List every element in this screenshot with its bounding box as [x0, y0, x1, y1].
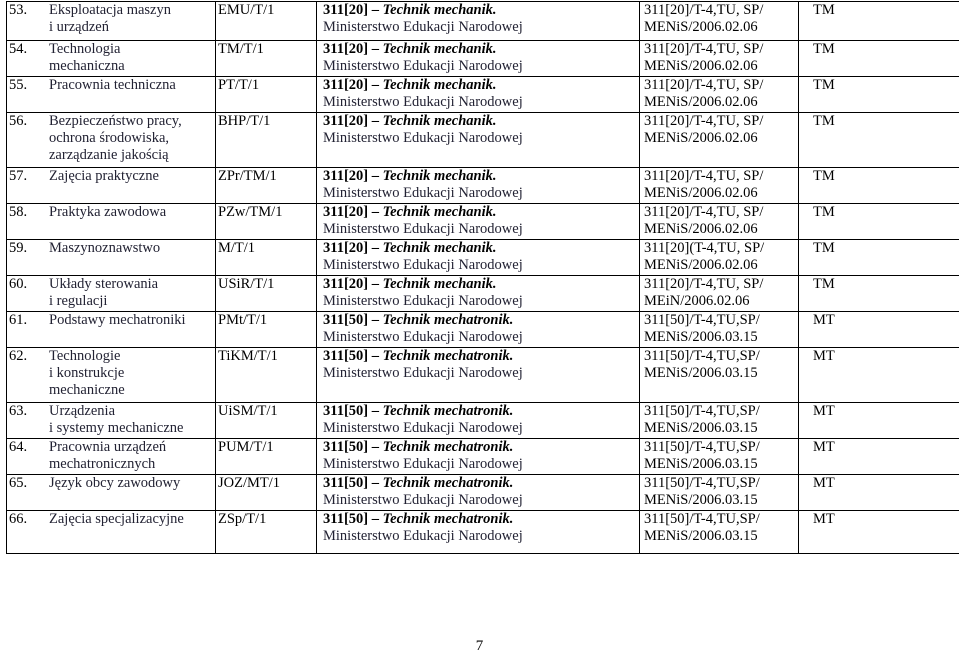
profession-code-cell: MT [799, 511, 959, 554]
reference-line: MEiN/2006.02.06 [644, 293, 750, 309]
subject-name-line: Technologia [49, 41, 121, 57]
program-title: 311[20] – Technik mechanik. [323, 77, 497, 93]
program-title: 311[50] – Technik mechatronik. [323, 348, 514, 364]
reference-line: 311[20]/T-4,TU, SP/ [644, 2, 764, 18]
ministry-name: Ministerstwo Edukacji Narodowej [323, 58, 523, 74]
subject-cell [7, 2, 216, 41]
reference-cell [640, 276, 799, 312]
row-number: 61. [9, 312, 28, 328]
reference-cell [640, 475, 799, 511]
profession-code-cell: TM [799, 204, 959, 240]
symbol-cell: BHP/T/1 [216, 113, 317, 168]
table-row [7, 348, 959, 403]
program-cell [317, 204, 640, 240]
reference-cell [640, 439, 799, 475]
reference-cell [640, 77, 799, 113]
reference-cell [640, 113, 799, 168]
table-row [7, 475, 959, 511]
reference-line: MENiS/2006.03.15 [644, 456, 758, 472]
symbol-cell: M/T/1 [216, 240, 317, 276]
table-row [7, 204, 959, 240]
reference-line: MENiS/2006.02.06 [644, 185, 758, 201]
table-row [7, 403, 959, 439]
ministry-name: Ministerstwo Edukacji Narodowej [323, 329, 523, 345]
profession-code-cell: TM [799, 41, 959, 77]
subject-cell [7, 475, 216, 511]
subject-name-line: Układy sterowania [49, 276, 159, 292]
reference-line: 311[50]/T-4,TU,SP/ [644, 439, 760, 455]
reference-line: 311[20]/T-4,TU, SP/ [644, 168, 764, 184]
reference-line: 311[20]/T-4,TU, SP/ [644, 276, 764, 292]
reference-cell [640, 168, 799, 204]
profession-code-cell: MT [799, 475, 959, 511]
profession-code-cell: TM [799, 276, 959, 312]
profession-code-cell: MT [799, 439, 959, 475]
reference-cell [640, 403, 799, 439]
profession-code-cell: MT [799, 348, 959, 403]
curriculum-table [6, 1, 959, 554]
reference-line: MENiS/2006.02.06 [644, 257, 758, 273]
row-number: 54. [9, 41, 28, 57]
reference-line: 311[50]/T-4,TU,SP/ [644, 403, 760, 419]
symbol-cell: PMt/T/1 [216, 312, 317, 348]
table-row [7, 240, 959, 276]
subject-name-line: ochrona środowiska, [49, 130, 170, 146]
reference-cell [640, 348, 799, 403]
reference-line: MENiS/2006.03.15 [644, 492, 758, 508]
table-row [7, 276, 959, 312]
subject-cell [7, 348, 216, 403]
row-number: 56. [9, 113, 28, 129]
ministry-name: Ministerstwo Edukacji Narodowej [323, 456, 523, 472]
subject-name-line: Zajęcia praktyczne [49, 168, 159, 184]
program-title: 311[50] – Technik mechatronik. [323, 511, 514, 527]
row-number: 66. [9, 511, 28, 527]
reference-line: MENiS/2006.03.15 [644, 365, 758, 381]
program-cell [317, 41, 640, 77]
reference-cell [640, 312, 799, 348]
ministry-name: Ministerstwo Edukacji Narodowej [323, 130, 523, 146]
symbol-cell: PZw/TM/1 [216, 204, 317, 240]
profession-code-cell: MT [799, 312, 959, 348]
program-title: 311[20] – Technik mechanik. [323, 204, 497, 220]
ministry-name: Ministerstwo Edukacji Narodowej [323, 528, 523, 544]
subject-cell [7, 240, 216, 276]
symbol-cell: EMU/T/1 [216, 2, 317, 41]
subject-cell [7, 312, 216, 348]
table-row [7, 113, 959, 168]
reference-line: 311[20]/T-4,TU, SP/ [644, 41, 764, 57]
ministry-name: Ministerstwo Edukacji Narodowej [323, 185, 523, 201]
table-row [7, 168, 959, 204]
program-title: 311[20] – Technik mechanik. [323, 168, 497, 184]
symbol-cell: ZPr/TM/1 [216, 168, 317, 204]
subject-name-line: Pracownia techniczna [49, 77, 176, 93]
symbol-cell: USiR/T/1 [216, 276, 317, 312]
symbol-cell: ZSp/T/1 [216, 511, 317, 554]
program-title: 311[20] – Technik mechanik. [323, 240, 497, 256]
profession-code-cell: TM [799, 113, 959, 168]
subject-cell [7, 439, 216, 475]
ministry-name: Ministerstwo Edukacji Narodowej [323, 365, 523, 381]
profession-code-cell: MT [799, 403, 959, 439]
program-title: 311[20] – Technik mechanik. [323, 276, 497, 292]
subject-name-line: Praktyka zawodowa [49, 204, 167, 220]
symbol-cell: UiSM/T/1 [216, 403, 317, 439]
program-title: 311[20] – Technik mechanik. [323, 41, 497, 57]
ministry-name: Ministerstwo Edukacji Narodowej [323, 420, 523, 436]
ministry-name: Ministerstwo Edukacji Narodowej [323, 492, 523, 508]
subject-name-line: i regulacji [49, 293, 108, 309]
row-number: 63. [9, 403, 28, 419]
profession-code-cell: TM [799, 77, 959, 113]
table-body [7, 2, 959, 554]
program-title: 311[50] – Technik mechatronik. [323, 439, 514, 455]
profession-code-cell: TM [799, 240, 959, 276]
subject-name-line: i systemy mechaniczne [49, 420, 184, 436]
reference-line: 311[50]/T-4,TU,SP/ [644, 475, 760, 491]
table-row [7, 41, 959, 77]
reference-line: MENiS/2006.02.06 [644, 94, 758, 110]
reference-cell [640, 240, 799, 276]
program-cell [317, 475, 640, 511]
reference-line: MENiS/2006.03.15 [644, 329, 758, 345]
subject-name-line: mechatronicznych [49, 456, 156, 472]
subject-name-line: mechaniczne [49, 382, 125, 398]
table-row [7, 511, 959, 554]
subject-name-line: Język obcy zawodowy [49, 475, 181, 491]
subject-name-line: Bezpieczeństwo pracy, [49, 113, 182, 129]
subject-cell [7, 403, 216, 439]
subject-name-line: Podstawy mechatroniki [49, 312, 186, 328]
subject-name-line: Eksploatacja maszyn [49, 2, 171, 18]
row-number: 65. [9, 475, 28, 491]
program-cell [317, 240, 640, 276]
program-cell [317, 113, 640, 168]
reference-cell [640, 511, 799, 554]
subject-name-line: zarządzanie jakością [49, 147, 169, 163]
symbol-cell: TiKM/T/1 [216, 348, 317, 403]
subject-name-line: Zajęcia specjalizacyjne [49, 511, 184, 527]
reference-line: 311[50]/T-4,TU,SP/ [644, 312, 760, 328]
program-cell [317, 312, 640, 348]
reference-line: MENiS/2006.02.06 [644, 221, 758, 237]
subject-name-line: Technologie [49, 348, 121, 364]
row-number: 59. [9, 240, 28, 256]
row-number: 55. [9, 77, 28, 93]
row-number: 57. [9, 168, 28, 184]
reference-line: MENiS/2006.03.15 [644, 420, 758, 436]
symbol-cell: JOZ/MT/1 [216, 475, 317, 511]
symbol-cell: TM/T/1 [216, 41, 317, 77]
table-row [7, 312, 959, 348]
reference-line: MENiS/2006.03.15 [644, 528, 758, 544]
program-title: 311[20] – Technik mechanik. [323, 2, 497, 18]
program-cell [317, 2, 640, 41]
reference-line: 311[20]/T-4,TU, SP/ [644, 204, 764, 220]
program-title: 311[50] – Technik mechatronik. [323, 403, 514, 419]
row-number: 58. [9, 204, 28, 220]
ministry-name: Ministerstwo Edukacji Narodowej [323, 221, 523, 237]
subject-cell [7, 113, 216, 168]
subject-cell [7, 41, 216, 77]
ministry-name: Ministerstwo Edukacji Narodowej [323, 19, 523, 35]
symbol-cell: PT/T/1 [216, 77, 317, 113]
row-number: 60. [9, 276, 28, 292]
program-cell [317, 168, 640, 204]
row-number: 64. [9, 439, 28, 455]
reference-line: MENiS/2006.02.06 [644, 58, 758, 74]
program-cell [317, 348, 640, 403]
program-cell [317, 511, 640, 554]
subject-cell [7, 276, 216, 312]
subject-cell [7, 511, 216, 554]
subject-name-line: mechaniczna [49, 58, 125, 74]
symbol-cell: PUM/T/1 [216, 439, 317, 475]
page-number: 7 [475, 638, 484, 654]
reference-line: 311[50]/T-4,TU,SP/ [644, 348, 760, 364]
subject-cell [7, 204, 216, 240]
row-number: 53. [9, 2, 28, 18]
subject-cell [7, 168, 216, 204]
row-number: 62. [9, 348, 28, 364]
ministry-name: Ministerstwo Edukacji Narodowej [323, 94, 523, 110]
subject-name-line: Urządzenia [49, 403, 116, 419]
subject-name-line: i urządzeń [49, 19, 109, 35]
program-title: 311[50] – Technik mechatronik. [323, 475, 514, 491]
table-row [7, 439, 959, 475]
reference-cell [640, 2, 799, 41]
profession-code-cell: TM [799, 2, 959, 41]
reference-line: 311[20]/T-4,TU, SP/ [644, 113, 764, 129]
reference-line: MENiS/2006.02.06 [644, 19, 758, 35]
subject-cell [7, 77, 216, 113]
reference-line: 311[20](T-4,TU, SP/ [644, 240, 765, 256]
program-title: 311[20] – Technik mechanik. [323, 113, 497, 129]
program-cell [317, 276, 640, 312]
program-cell [317, 77, 640, 113]
program-cell [317, 403, 640, 439]
table-row [7, 77, 959, 113]
reference-cell [640, 41, 799, 77]
program-title: 311[50] – Technik mechatronik. [323, 312, 514, 328]
subject-name-line: Pracownia urządzeń [49, 439, 167, 455]
reference-line: MENiS/2006.02.06 [644, 130, 758, 146]
subject-name-line: i konstrukcje [49, 365, 125, 381]
program-cell [317, 439, 640, 475]
profession-code-cell: TM [799, 168, 959, 204]
ministry-name: Ministerstwo Edukacji Narodowej [323, 293, 523, 309]
ministry-name: Ministerstwo Edukacji Narodowej [323, 257, 523, 273]
subject-name-line: Maszynoznawstwo [49, 240, 161, 256]
reference-cell [640, 204, 799, 240]
reference-line: 311[20]/T-4,TU, SP/ [644, 77, 764, 93]
reference-line: 311[50]/T-4,TU,SP/ [644, 511, 760, 527]
table-row [7, 2, 959, 41]
